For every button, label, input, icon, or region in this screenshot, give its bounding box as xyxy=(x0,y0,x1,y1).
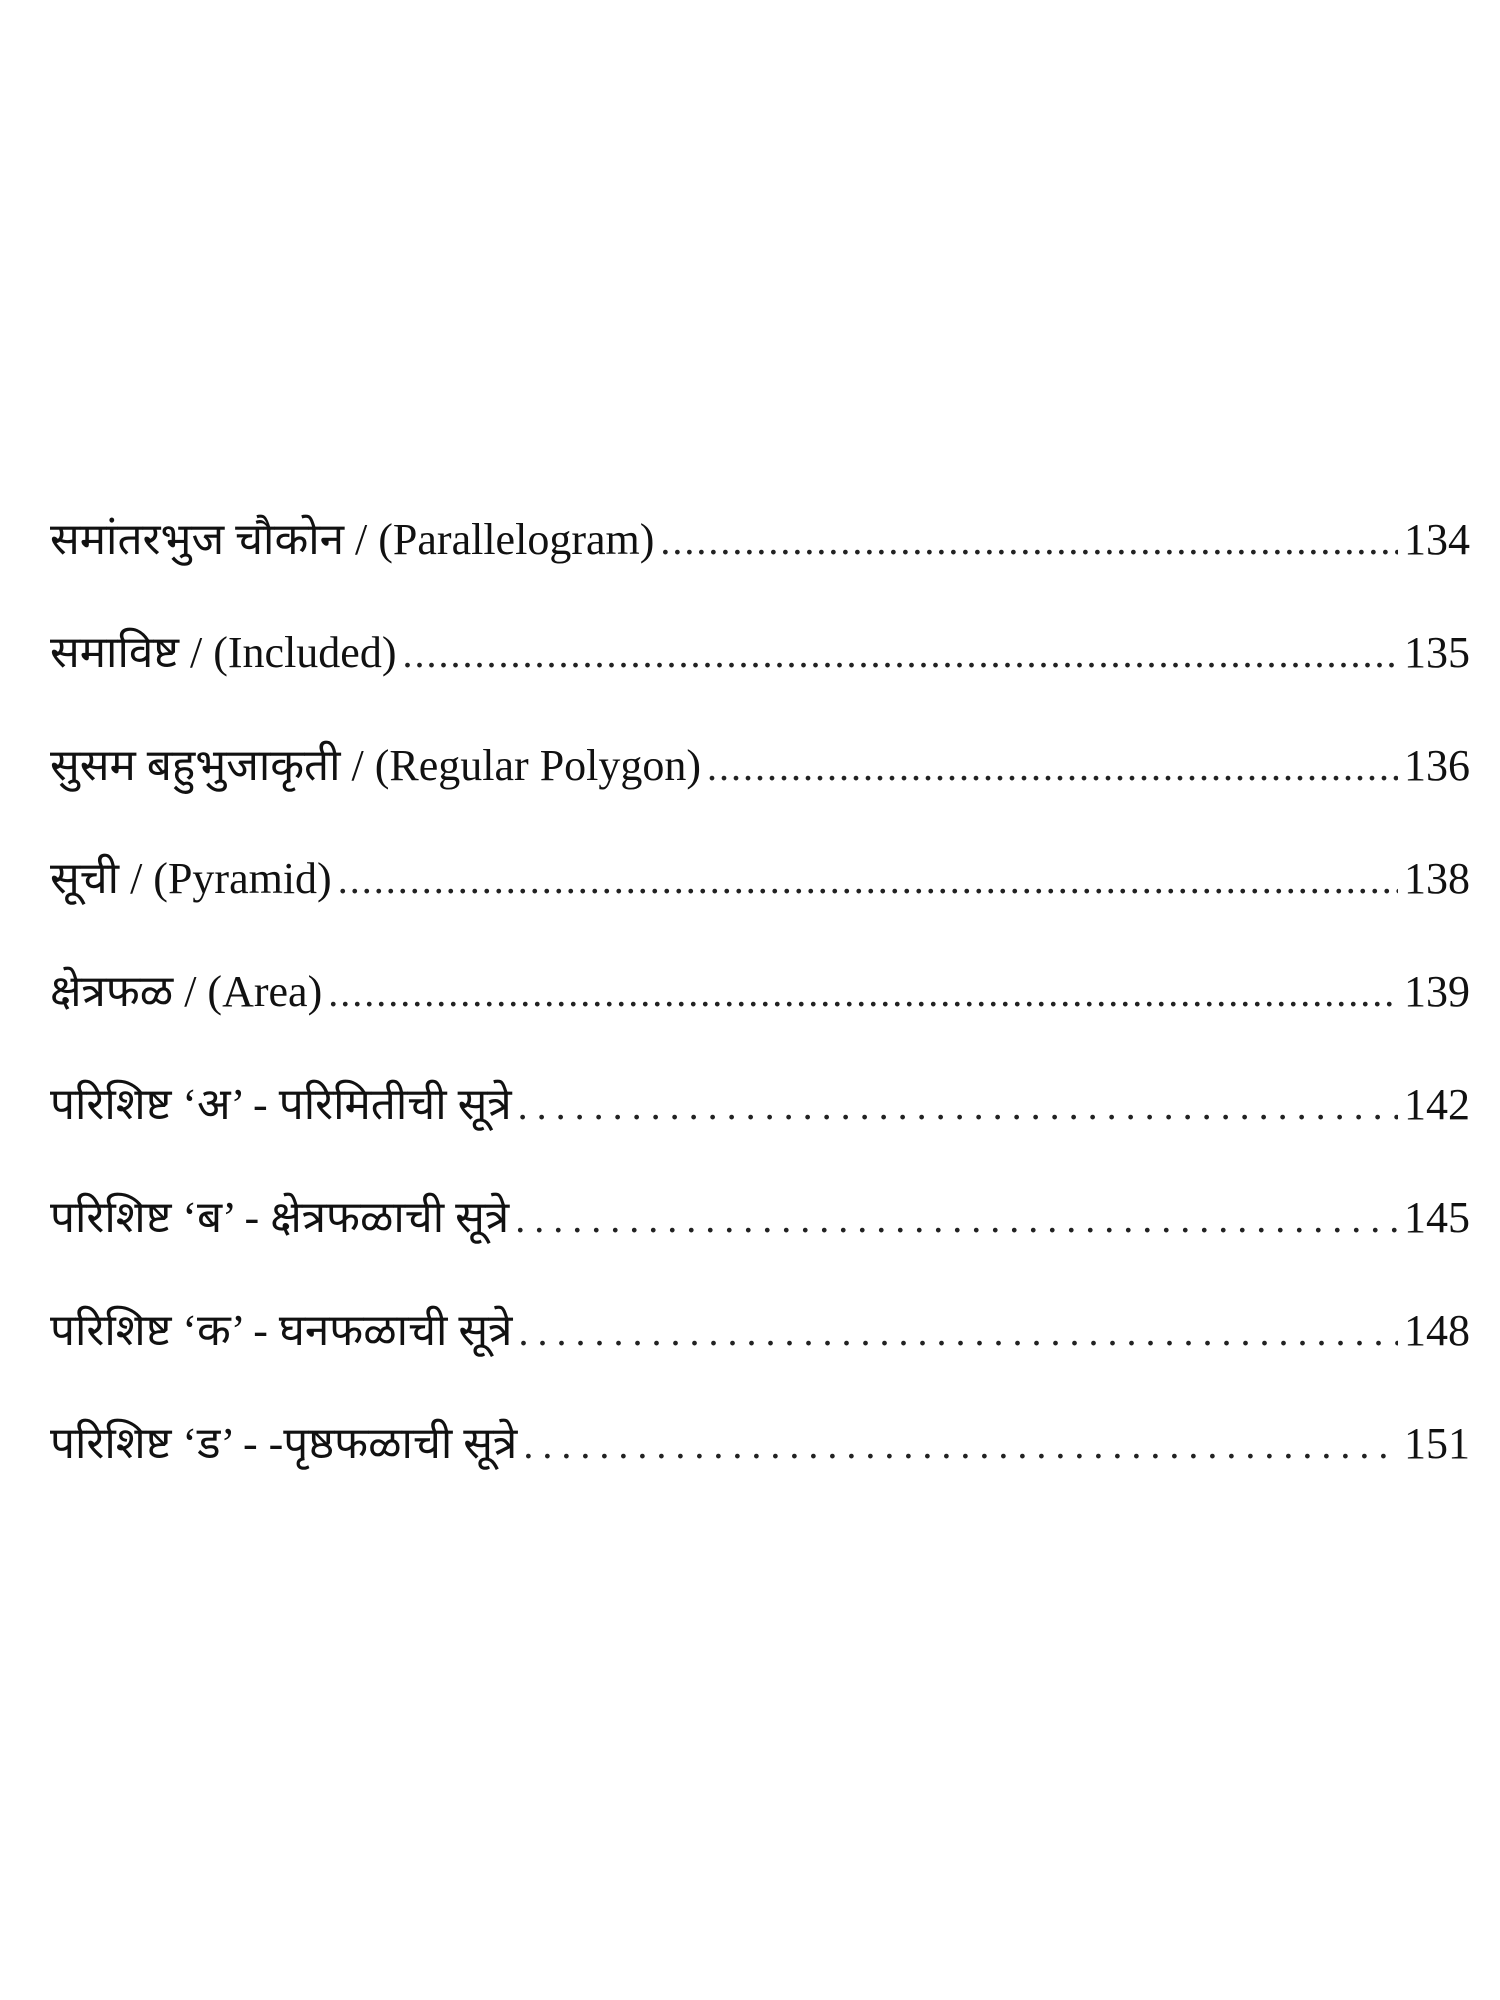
toc-entry-parallelogram xyxy=(50,512,1470,625)
toc-page-number: 139 xyxy=(1404,967,1470,1016)
toc-entry-appendix-a xyxy=(50,1077,1470,1190)
toc-entry-title: सूची / (Pyramid) xyxy=(50,854,332,903)
dot-leader xyxy=(523,1417,1398,1473)
toc-entry-area xyxy=(50,964,1470,1077)
toc-entry-included xyxy=(50,625,1470,738)
dot-leader xyxy=(515,1191,1398,1247)
toc-entry-appendix-c xyxy=(50,1303,1470,1416)
toc-entry-title: परिशिष्ट ‘ब’ - क्षेत्रफळाची सूत्रे xyxy=(50,1193,510,1242)
dot-leader xyxy=(660,513,1398,569)
table-of-contents xyxy=(50,512,1470,1529)
toc-entry-title: परिशिष्ट ‘क’ - घनफळाची सूत्रे xyxy=(50,1306,513,1355)
dot-leader xyxy=(402,626,1398,682)
toc-entry-appendix-b xyxy=(50,1190,1470,1303)
toc-entry-title: समाविष्ट / (Included) xyxy=(50,628,397,677)
dot-leader xyxy=(518,1304,1398,1360)
toc-page-number: 136 xyxy=(1404,741,1470,790)
dot-leader xyxy=(328,965,1398,1021)
toc-page-number: 148 xyxy=(1404,1306,1470,1355)
toc-page-number: 145 xyxy=(1404,1193,1470,1242)
dot-leader xyxy=(518,1078,1398,1134)
toc-entry-regular-polygon xyxy=(50,738,1470,851)
toc-entry-title: परिशिष्ट ‘ड’ - -पृष्ठफळाची सूत्रे xyxy=(50,1419,518,1468)
toc-page-number: 142 xyxy=(1404,1080,1470,1129)
toc-page-number: 151 xyxy=(1404,1419,1470,1468)
toc-entry-title: परिशिष्ट ‘अ’ - परिमितीची सूत्रे xyxy=(50,1080,512,1129)
toc-entry-appendix-d xyxy=(50,1416,1470,1529)
toc-entry-title: समांतरभुज चौकोन / (Parallelogram) xyxy=(50,515,655,564)
toc-entry-title: क्षेत्रफळ / (Area) xyxy=(50,967,323,1016)
toc-entry-pyramid xyxy=(50,851,1470,964)
toc-page-number: 134 xyxy=(1404,515,1470,564)
toc-entry-title: सुसम बहुभुजाकृती / (Regular Polygon) xyxy=(50,741,702,790)
dot-leader xyxy=(707,739,1398,795)
toc-page-number: 135 xyxy=(1404,628,1470,677)
dot-leader xyxy=(338,852,1398,908)
toc-page-number: 138 xyxy=(1404,854,1470,903)
